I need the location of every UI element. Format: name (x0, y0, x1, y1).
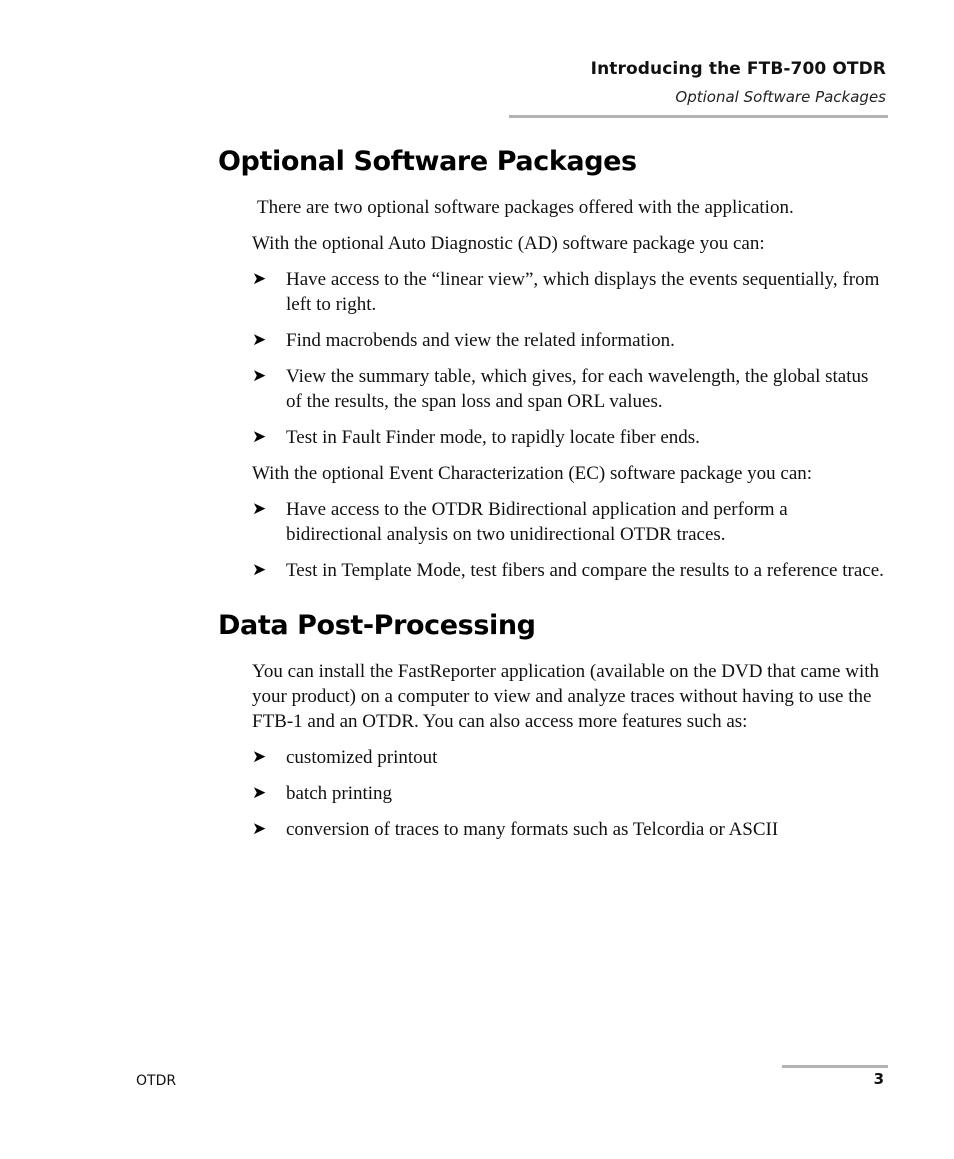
running-header (591, 58, 886, 107)
ad-intro-paragraph: With the optional Auto Diagnostic (AD) software package you can: (252, 233, 765, 254)
ad-feature-list (252, 267, 888, 450)
intro-paragraph: There are two optional software packages offered with the application. (257, 197, 794, 218)
arrow-bullet-icon: ➤ (252, 366, 267, 386)
arrow-bullet-icon: ➤ (252, 819, 267, 839)
ec-intro-paragraph: With the optional Event Characterization (EC) software package you can: (252, 463, 813, 484)
list-item-text: Have access to the OTDR Bidirectional application and perform a bidirectional analysis on two unidirectional OTDR traces. (286, 499, 788, 545)
list-item (252, 267, 888, 317)
footer-product-name: OTDR (136, 1073, 177, 1089)
optional-software-body (252, 195, 888, 583)
arrow-bullet-icon: ➤ (252, 427, 267, 447)
list-item (252, 364, 888, 414)
fastreporter-paragraph: You can install the FastReporter application (available on the DVD that came with your product) on a computer to view and analyze traces without having to use the FTB-1 and an OTDR. You can also access more features such as: (252, 661, 880, 732)
list-item (252, 817, 888, 842)
page-number: 3 (873, 1070, 884, 1088)
list-item-text: View the summary table, which gives, for each wavelength, the global status of the results, the span loss and span ORL values. (286, 366, 869, 412)
list-item-text: batch printing (286, 783, 393, 804)
list-item-text: customized printout (286, 747, 438, 768)
list-item-text: conversion of traces to many formats such as Telcordia or ASCII (286, 819, 779, 840)
list-item (252, 425, 888, 450)
list-item-text: Find macrobends and view the related information. (286, 330, 675, 351)
list-item (252, 781, 888, 806)
list-item-text: Test in Fault Finder mode, to rapidly locate fiber ends. (286, 427, 700, 448)
list-item (252, 328, 888, 353)
arrow-bullet-icon: ➤ (252, 560, 267, 580)
arrow-bullet-icon: ➤ (252, 747, 267, 767)
section-subtitle: Optional Software Packages (675, 88, 886, 106)
chapter-title: Introducing the FTB-700 OTDR (590, 59, 886, 79)
list-item (252, 497, 888, 547)
arrow-bullet-icon: ➤ (252, 499, 267, 519)
header-rule (509, 115, 888, 118)
arrow-bullet-icon: ➤ (252, 269, 267, 289)
footer-rule (782, 1065, 888, 1068)
arrow-bullet-icon: ➤ (252, 783, 267, 803)
list-item (252, 745, 888, 770)
data-post-processing-body (252, 659, 888, 842)
page-content (218, 145, 888, 853)
fastreporter-feature-list (252, 745, 888, 842)
section-heading-optional-software: Optional Software Packages (218, 146, 637, 177)
list-item-text: Have access to the “linear view”, which displays the events sequentially, from left to right. (286, 269, 880, 315)
ec-feature-list (252, 497, 888, 583)
list-item (252, 558, 888, 583)
list-item-text: Test in Template Mode, test fibers and compare the results to a reference trace. (286, 560, 884, 581)
arrow-bullet-icon: ➤ (252, 330, 267, 350)
section-heading-data-post-processing: Data Post-Processing (218, 610, 536, 641)
